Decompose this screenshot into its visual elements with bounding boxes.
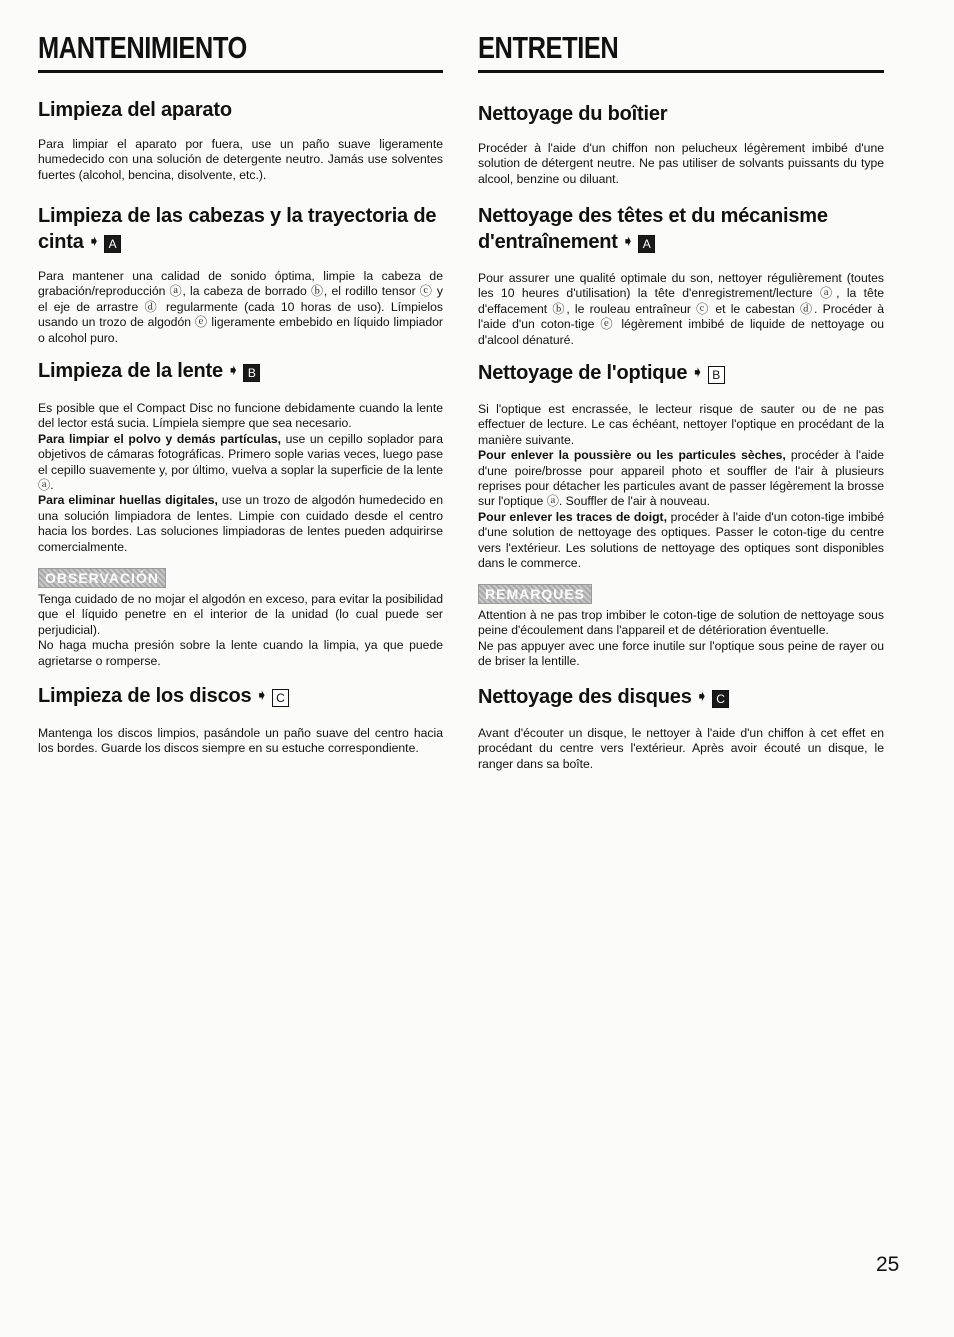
note-label-es: OBSERVACIÓN (38, 568, 166, 588)
section-nettoyage-disques (478, 684, 884, 772)
heading-limpieza-lente (38, 358, 443, 384)
arrow-right-icon: ➧ (691, 364, 704, 381)
heading-text: Nettoyage des têtes et du mécanisme d'entraînement (478, 205, 828, 253)
title-rule-es (38, 70, 443, 73)
heading-text: Nettoyage de l'optique (478, 362, 688, 384)
figure-ref-c: C (272, 689, 289, 707)
note-es-p1: Tenga cuidado de no mojar el algodón en exceso, para evitar la posibilidad que el líquido penetre en el interior de la unidad (lo cual puede ser perjudicial). (38, 592, 443, 637)
body-nettoyage-tetes: Pour assurer une qualité optimale du son, nettoyer régulièrement (toutes les 10 heures d'utilisation) la tête d'enregistrement/lecture ⓐ, la tête d'effacement ⓑ, le rouleau entraîneur ⓒ et le cabestan ⓓ. Procéder à l'aide d'un coton-tige ⓔ légèrement imbibé de liquide de nettoyage ou d'alcool dénaturé. (478, 271, 884, 347)
note-remarques (478, 584, 884, 670)
lente-p2-rest: use un cepillo soplador para objetivos de cámaras fotográficas. Primero sople varias veces, luego pase el cepillo suavemente y, por último, vuelva a soplar la superficie de la lente ⓐ. (38, 431, 443, 493)
note-es-p2: No haga mucha presión sobre la lente cuando la limpia, ya que puede agrietarse o romperse. (38, 638, 443, 668)
heading-nettoyage-boitier: Nettoyage du boîtier (478, 103, 668, 125)
note-observacion (38, 568, 443, 669)
optique-p3-bold: Pour enlever les traces de doigt, (478, 509, 667, 524)
figure-ref-a: A (104, 235, 121, 253)
lente-p3-bold: Para eliminar huellas digitales, (38, 493, 218, 508)
body-limpieza-aparato: Para limpiar el aparato por fuera, use un paño suave ligeramente humedecido con una solución de detergente neutro. Jamás use solventes fuertes (alcohol, bencina, disolvente, etc.). (38, 137, 443, 182)
section-limpieza-discos (38, 683, 443, 757)
note-label-fr: REMARQUES (478, 584, 592, 604)
section-nettoyage-boitier (478, 102, 884, 187)
heading-limpieza-discos (38, 683, 443, 709)
arrow-right-icon: ➧ (255, 687, 268, 704)
page-title-fr: ENTRETIEN (478, 30, 619, 65)
optique-p3 (478, 510, 884, 572)
heading-text: Limpieza de las cabezas y la trayectoria de cinta (38, 205, 437, 253)
figure-ref-a: A (638, 235, 655, 253)
optique-p2-rest: procéder à l'aide d'une poire/brosse pour appareil photo et souffler de l'air à plusieurs reprises pour détacher les particules avant de passer légèrement la brosse sur l'optique ⓐ. Souffler de l'air à nouveau. (478, 448, 884, 509)
body-limpieza-cabezas: Para mantener una calidad de sonido óptima, limpie la cabeza de grabación/reproducción ⓐ, la cabeza de borrado ⓑ, el rodillo tensor ⓒ y el eje de arrastre ⓓ regularmente (cada 10 horas de uso). Límpielos usando un trozo de algodón ⓔ ligeramente embebido en líquido limpiador o alcohol puro. (38, 269, 443, 345)
arrow-right-icon: ➧ (87, 233, 101, 250)
arrow-right-icon: ➧ (695, 688, 709, 705)
section-nettoyage-tetes (478, 204, 884, 348)
arrow-right-icon: ➧ (621, 233, 635, 250)
heading-text: Nettoyage des disques (478, 686, 692, 708)
section-limpieza-cabezas (38, 204, 443, 346)
body-limpieza-discos: Mantenga los discos limpios, pasándole un paño suave del centro hacia los bordes. Guarde los discos siempre en su estuche correspondiente. (38, 726, 443, 756)
optique-p3-rest: procéder à l'aide d'un coton-tige imbibé d'une solution de nettoyage des optiques. Passer le coton-tige du centre vers l'extérieur. Les solutions de nettoyage des optiques sont disponibles dans le commerce. (478, 509, 885, 571)
section-limpieza-lente (38, 358, 443, 555)
heading-text: Limpieza de los discos (38, 685, 252, 707)
lente-p2-bold: Para limpiar el polvo y demás partículas, (38, 431, 282, 446)
figure-ref-b: B (243, 364, 260, 382)
french-column (478, 30, 885, 771)
lente-p3 (38, 493, 443, 555)
heading-nettoyage-optique (478, 360, 884, 386)
body-nettoyage-disques: Avant d'écouter un disque, le nettoyer à l'aide d'un chiffon à cet effet en procédant du centre vers l'extérieur. Après avoir écouté un disque, le ranger dans sa boîte. (478, 726, 884, 771)
note-fr-p2: Ne pas appuyer avec une force inutile sur l'optique sous peine de rayer ou de briser la lentille. (478, 638, 884, 669)
spanish-column (38, 30, 443, 756)
optique-p2-bold: Pour enlever la poussière ou les particules sèches, (478, 448, 786, 463)
section-limpieza-aparato (38, 98, 443, 183)
heading-text: Limpieza de la lente (38, 360, 223, 382)
page-number: 25 (876, 1253, 900, 1276)
heading-nettoyage-disques (478, 684, 884, 710)
title-rule-fr (478, 70, 884, 73)
page-title-es: MANTENIMIENTO (38, 30, 247, 65)
optique-p2 (478, 448, 884, 510)
section-nettoyage-optique (478, 360, 884, 571)
heading-limpieza-aparato: Limpieza del aparato (38, 99, 232, 121)
optique-p1: Si l'optique est encrassée, le lecteur risque de sauter ou de ne pas effectuer de lecture. Le cas échéant, nettoyer l'optique en procédant de la manière suivante. (478, 402, 884, 447)
lente-p3-rest: use un trozo de algodón humedecido en una solución limpiadora de lentes. Limpie con cuidado desde el centro hacia los bordes. Las soluciones limpiadoras de lentes pueden adquirirse comercialmente. (38, 493, 443, 554)
lente-p2 (38, 432, 443, 494)
arrow-right-icon: ➧ (226, 362, 240, 379)
lente-p1: Es posible que el Compact Disc no funcione debidamente cuando la lente del lector está sucia. Límpiela siempre que sea necesario. (38, 401, 443, 431)
figure-ref-c: C (712, 690, 729, 708)
heading-nettoyage-tetes (478, 204, 884, 255)
heading-limpieza-cabezas (38, 204, 443, 255)
note-fr-p1: Attention à ne pas trop imbiber le coton-tige de solution de nettoyage sous peine d'écoulement dans l'appareil et de détérioration éventuelle. (478, 608, 884, 638)
body-nettoyage-boitier: Procéder à l'aide d'un chiffon non pelucheux légèrement imbibé d'une solution de détergent neutre. Ne pas utiliser de solvants puissants du type alcool, benzine ou diluant. (478, 141, 884, 186)
figure-ref-b: B (708, 366, 725, 384)
